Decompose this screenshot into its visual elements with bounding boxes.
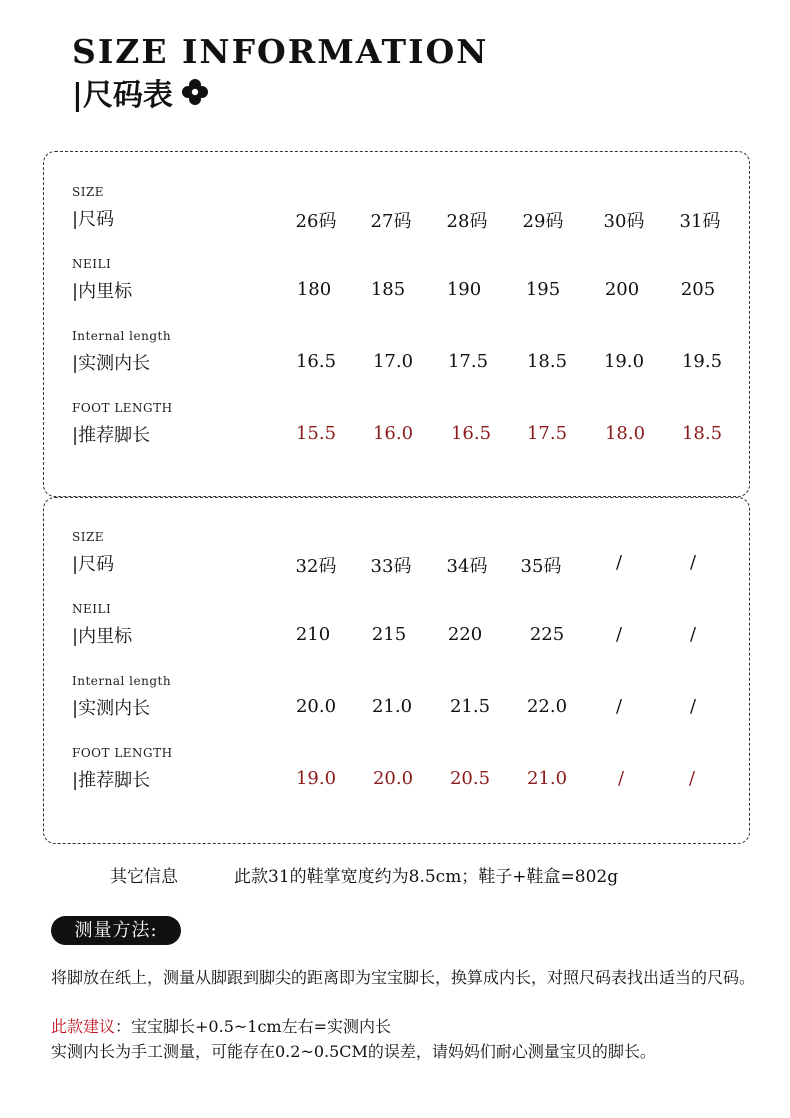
page-subtitle xyxy=(72,70,209,114)
measure-instructions: 将脚放在纸上，测量从脚跟到脚尖的距离即为宝宝脚长，换算成内长，对照尺码表找出适当的尺码。 xyxy=(51,968,756,987)
table-cell: 17.5 xyxy=(447,351,489,372)
table-cell: 18.5 xyxy=(526,351,568,372)
table-cell: 185 xyxy=(370,279,406,300)
table-cell: 19.5 xyxy=(681,351,723,372)
other-info-label: 其它信息 xyxy=(110,867,178,887)
row-label-zh: |推荐脚长 xyxy=(72,425,151,446)
size-table-1 xyxy=(43,151,750,497)
table-cell: 200 xyxy=(604,279,640,300)
table-cell: 18.5 xyxy=(681,423,723,444)
row-label-en: Internal length xyxy=(72,329,172,343)
table-cell: 20.0 xyxy=(372,768,414,789)
advice-text: ：宝宝脚长+0.5~1cm左右=实测内长 xyxy=(115,1017,391,1036)
table-cell: 16.5 xyxy=(295,351,337,372)
table-cell: 210 xyxy=(295,624,331,645)
table-cell: 180 xyxy=(296,279,332,300)
table-cell: 19.0 xyxy=(295,768,337,789)
table-cell: 18.0 xyxy=(604,423,646,444)
table-cell: 215 xyxy=(371,624,407,645)
measure-method-badge: 测量方法: xyxy=(51,916,181,945)
row-label-zh: |内里标 xyxy=(72,281,133,302)
table-cell: / xyxy=(689,552,697,573)
table-cell: 220 xyxy=(447,624,483,645)
table-cell: 16.0 xyxy=(372,423,414,444)
row-label-zh: |推荐脚长 xyxy=(72,770,151,791)
table-cell: / xyxy=(689,624,697,645)
measure-note: 实测内长为手工测量，可能存在0.2~0.5CM的误差，请妈妈们耐心测量宝贝的脚长。 xyxy=(51,1042,656,1061)
table-cell: 21.0 xyxy=(371,696,413,717)
table-cell: 30码 xyxy=(603,211,645,232)
table-cell: / xyxy=(615,696,623,717)
table-cell: 26码 xyxy=(295,211,337,232)
table-cell: 27码 xyxy=(370,211,412,232)
row-label-zh: |尺码 xyxy=(72,209,115,230)
table-cell: / xyxy=(617,768,625,789)
page-title: SIZE INFORMATION xyxy=(72,32,489,71)
table-cell: 19.0 xyxy=(603,351,645,372)
table-row xyxy=(44,530,749,590)
row-label-en: Internal length xyxy=(72,674,172,688)
flower-icon xyxy=(181,78,209,106)
row-label-en: FOOT LENGTH xyxy=(72,746,173,760)
table-cell: 17.0 xyxy=(372,351,414,372)
table-cell: 21.0 xyxy=(526,768,568,789)
row-label-zh: |实测内长 xyxy=(72,353,151,374)
table-cell: 31码 xyxy=(679,211,721,232)
table-row xyxy=(44,602,749,662)
row-label-en: SIZE xyxy=(72,185,105,199)
measure-advice xyxy=(51,1015,776,1039)
table-cell: 28码 xyxy=(446,211,488,232)
table-row xyxy=(44,257,749,317)
table-cell: 21.5 xyxy=(449,696,491,717)
table-cell: 205 xyxy=(680,279,716,300)
table-cell: 15.5 xyxy=(295,423,337,444)
table-cell: 195 xyxy=(525,279,561,300)
size-table-2 xyxy=(43,497,750,844)
table-cell: 20.5 xyxy=(449,768,491,789)
table-cell: / xyxy=(615,624,623,645)
table-row xyxy=(44,329,749,389)
table-row xyxy=(44,746,749,806)
table-cell: 29码 xyxy=(522,211,564,232)
table-cell: 20.0 xyxy=(295,696,337,717)
table-cell: 17.5 xyxy=(526,423,568,444)
subtitle-text: |尺码表 xyxy=(72,78,173,113)
row-label-zh: |内里标 xyxy=(72,626,133,647)
table-cell: 34码 xyxy=(446,556,488,577)
table-cell: 32码 xyxy=(295,556,337,577)
table-row xyxy=(44,674,749,734)
other-info xyxy=(110,862,618,887)
table-row xyxy=(44,401,749,461)
advice-label: 此款建议 xyxy=(51,1017,116,1036)
table-cell: 35码 xyxy=(520,556,562,577)
row-label-en: NEILI xyxy=(72,257,112,271)
table-cell: / xyxy=(688,768,696,789)
table-cell: 33码 xyxy=(370,556,412,577)
table-cell: 16.5 xyxy=(450,423,492,444)
table-cell: / xyxy=(615,552,623,573)
row-label-zh: |尺码 xyxy=(72,554,115,575)
row-label-en: FOOT LENGTH xyxy=(72,401,173,415)
row-label-en: NEILI xyxy=(72,602,112,616)
row-label-zh: |实测内长 xyxy=(72,698,151,719)
table-row xyxy=(44,185,749,245)
table-cell: / xyxy=(689,696,697,717)
table-cell: 190 xyxy=(446,279,482,300)
table-cell: 225 xyxy=(529,624,565,645)
row-label-en: SIZE xyxy=(72,530,105,544)
table-cell: 22.0 xyxy=(526,696,568,717)
other-info-text: 此款31的鞋掌宽度约为8.5cm；鞋子+鞋盒=802g xyxy=(234,867,619,887)
